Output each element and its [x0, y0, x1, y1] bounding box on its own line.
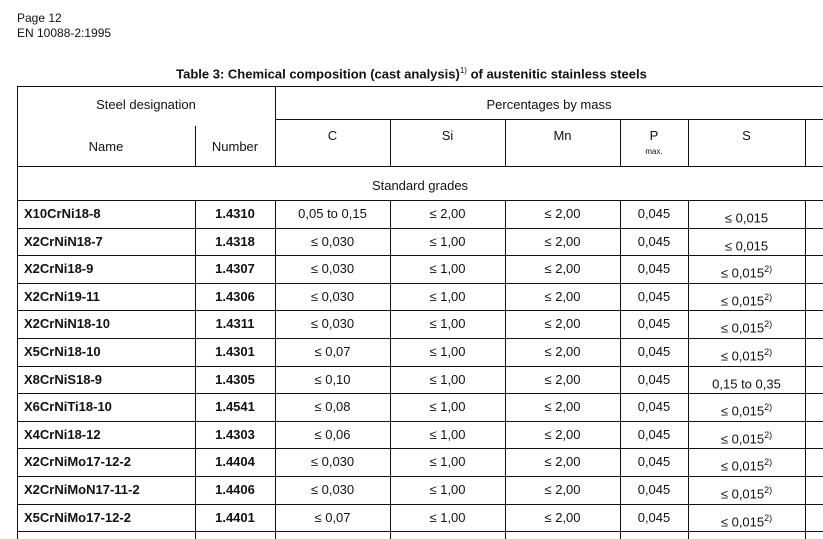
row-name: X4CrNi18-12 — [24, 427, 101, 442]
row-s-value: ≤ 0,015 — [720, 458, 765, 474]
row-s — [688, 372, 805, 392]
row-c: ≤ 0,07 — [314, 344, 351, 359]
row-s-value: ≤ 0,015 — [720, 486, 765, 502]
row-p: 0,045 — [637, 289, 671, 304]
row-c: 0,05 to 0,15 — [298, 206, 367, 221]
row-s-value: ≤ 0,015 — [720, 403, 765, 419]
row-c: ≤ 0,08 — [314, 399, 351, 414]
row-s — [688, 510, 805, 530]
row-name: X2CrNiN18-7 — [24, 234, 103, 249]
row-p: 0,045 — [637, 510, 671, 525]
row-s-footnote: 2) — [764, 264, 773, 274]
caption-text: Table 3: Chemical composition (cast analysis) — [176, 66, 460, 82]
row-c: ≤ 0,06 — [314, 427, 351, 442]
row-s-value: ≤ 0,015 — [720, 293, 765, 309]
row-number: 1.4306 — [215, 289, 255, 304]
column-rule — [275, 200, 276, 539]
row-rule — [17, 228, 823, 229]
row-rule — [17, 255, 823, 256]
row-rule — [17, 283, 823, 284]
row-si: ≤ 1,00 — [429, 510, 466, 525]
rule-si-mn-head — [505, 119, 506, 167]
row-number: 1.4311 — [215, 316, 255, 331]
row-name: X5CrNiMo17-12-2 — [24, 510, 131, 525]
row-rule — [17, 531, 823, 532]
row-rule — [17, 504, 823, 505]
row-p: 0,045 — [637, 372, 671, 387]
rule-header-bottom — [17, 166, 823, 167]
row-si: ≤ 2,00 — [429, 206, 466, 221]
row-c: ≤ 0,030 — [310, 289, 355, 304]
rule-top — [17, 86, 823, 87]
row-number: 1.4318 — [215, 234, 255, 249]
row-name: X10CrNi18-8 — [24, 206, 101, 221]
row-s-value: ≤ 0,015 — [724, 238, 769, 254]
rule-mn-p-head — [620, 119, 621, 167]
row-s-value: 0,15 to 0,35 — [712, 376, 781, 392]
row-p: 0,045 — [637, 399, 671, 414]
row-number: 1.4541 — [215, 399, 255, 414]
row-s — [688, 399, 805, 419]
row-s-footnote: 2) — [764, 402, 773, 412]
row-name: X8CrNiS18-9 — [24, 372, 103, 387]
header-si: Si — [441, 128, 454, 143]
row-number: 1.4404 — [215, 454, 255, 469]
row-s-footnote: 2) — [764, 513, 773, 523]
row-mn: ≤ 2,00 — [544, 206, 581, 221]
rule-percentages — [275, 119, 823, 120]
row-number: 1.4401 — [215, 510, 255, 525]
row-name: X2CrNi18-9 — [24, 261, 94, 276]
header-number: Number — [211, 139, 259, 154]
row-rule — [17, 476, 823, 477]
rule-designation-split — [275, 86, 276, 167]
row-mn: ≤ 2,00 — [544, 510, 581, 525]
row-s — [688, 427, 805, 447]
row-name: X5CrNi18-10 — [24, 344, 101, 359]
rule-s-end-head — [805, 119, 806, 167]
row-rule — [17, 448, 823, 449]
row-p: 0,045 — [637, 427, 671, 442]
row-name: X2CrNiMo17-12-2 — [24, 454, 131, 469]
rule-c-si-head — [390, 119, 391, 167]
row-mn: ≤ 2,00 — [544, 427, 581, 442]
row-s-footnote: 2) — [764, 457, 773, 467]
row-mn: ≤ 2,00 — [544, 454, 581, 469]
row-si: ≤ 1,00 — [429, 316, 466, 331]
row-c: ≤ 0,10 — [314, 372, 351, 387]
row-si: ≤ 1,00 — [429, 372, 466, 387]
row-number: 1.4303 — [215, 427, 255, 442]
row-rule — [17, 393, 823, 394]
rule-left — [17, 86, 18, 539]
header-p-max: max. — [645, 147, 663, 156]
row-p: 0,045 — [637, 234, 671, 249]
column-rule — [805, 200, 806, 539]
standard-reference: EN 10088-2:1995 — [17, 26, 112, 40]
row-number: 1.4305 — [215, 372, 255, 387]
column-rule — [195, 200, 196, 539]
row-si: ≤ 1,00 — [429, 344, 466, 359]
row-s-value: ≤ 0,015 — [720, 348, 765, 364]
row-si: ≤ 1,00 — [429, 427, 466, 442]
row-mn: ≤ 2,00 — [544, 399, 581, 414]
rule-name-number-head — [195, 126, 196, 167]
row-c: ≤ 0,030 — [310, 234, 355, 249]
row-p: 0,045 — [637, 261, 671, 276]
row-si: ≤ 1,00 — [429, 289, 466, 304]
header-steel-designation: Steel designation — [96, 97, 196, 112]
row-si: ≤ 1,00 — [429, 482, 466, 497]
row-p: 0,045 — [637, 482, 671, 497]
row-s — [688, 454, 805, 474]
row-name: X2CrNi19-11 — [24, 289, 100, 304]
row-s — [688, 289, 805, 309]
column-rule — [390, 200, 391, 539]
row-rule — [17, 421, 823, 422]
rule-section — [17, 200, 823, 201]
row-c: ≤ 0,030 — [310, 261, 355, 276]
caption-footnote: 1) — [459, 66, 467, 75]
row-s-footnote: 2) — [764, 485, 773, 495]
row-rule — [17, 338, 823, 339]
row-rule — [17, 310, 823, 311]
caption-suffix: of austenitic stainless steels — [466, 66, 647, 82]
row-mn: ≤ 2,00 — [544, 261, 581, 276]
row-c: ≤ 0,030 — [310, 454, 355, 469]
row-mn: ≤ 2,00 — [544, 482, 581, 497]
row-s — [688, 206, 805, 226]
row-s — [688, 482, 805, 502]
column-rule — [505, 200, 506, 539]
row-s-footnote: 2) — [764, 319, 773, 329]
row-s-footnote: 2) — [764, 292, 773, 302]
row-si: ≤ 1,00 — [429, 454, 466, 469]
row-si: ≤ 1,00 — [429, 261, 466, 276]
row-si: ≤ 1,00 — [429, 399, 466, 414]
row-p: 0,045 — [637, 206, 671, 221]
row-mn: ≤ 2,00 — [544, 234, 581, 249]
header-c: C — [327, 128, 338, 143]
row-c: ≤ 0,030 — [310, 482, 355, 497]
row-mn: ≤ 2,00 — [544, 344, 581, 359]
row-number: 1.4406 — [215, 482, 255, 497]
row-s-value: ≤ 0,015 — [724, 210, 769, 226]
row-name: X2CrNiMoN17-11-2 — [24, 482, 140, 497]
row-s-footnote: 2) — [764, 430, 773, 440]
row-s — [688, 344, 805, 364]
rule-p-s-head — [688, 119, 689, 167]
column-rule — [620, 200, 621, 539]
header-p: P — [649, 128, 659, 143]
row-number: 1.4301 — [215, 344, 255, 359]
page-number: Page 12 — [17, 11, 62, 25]
row-rule — [17, 366, 823, 367]
row-number: 1.4310 — [215, 206, 255, 221]
header-name: Name — [88, 139, 124, 154]
row-s — [688, 316, 805, 336]
row-s-value: ≤ 0,015 — [720, 514, 765, 530]
row-p: 0,045 — [637, 316, 671, 331]
row-c: ≤ 0,07 — [314, 510, 351, 525]
row-s — [688, 234, 805, 254]
row-name: X2CrNiN18-10 — [24, 316, 110, 331]
row-number: 1.4307 — [215, 261, 255, 276]
row-s-value: ≤ 0,015 — [720, 431, 765, 447]
column-rule — [688, 200, 689, 539]
header-mn: Mn — [553, 128, 572, 143]
row-p: 0,045 — [637, 454, 671, 469]
header-s: S — [742, 128, 751, 143]
section-standard-grades: Standard grades — [371, 178, 469, 193]
row-s — [688, 261, 805, 281]
row-mn: ≤ 2,00 — [544, 372, 581, 387]
row-mn: ≤ 2,00 — [544, 316, 581, 331]
header-percentages: Percentages by mass — [486, 97, 612, 112]
row-s-footnote: 2) — [764, 347, 773, 357]
row-s-value: ≤ 0,015 — [720, 320, 765, 336]
row-name: X6CrNiTi18-10 — [24, 399, 112, 414]
table-caption — [0, 66, 823, 81]
row-si: ≤ 1,00 — [429, 234, 466, 249]
row-mn: ≤ 2,00 — [544, 289, 581, 304]
row-s-value: ≤ 0,015 — [720, 265, 765, 281]
row-p: 0,045 — [637, 344, 671, 359]
row-c: ≤ 0,030 — [310, 316, 355, 331]
